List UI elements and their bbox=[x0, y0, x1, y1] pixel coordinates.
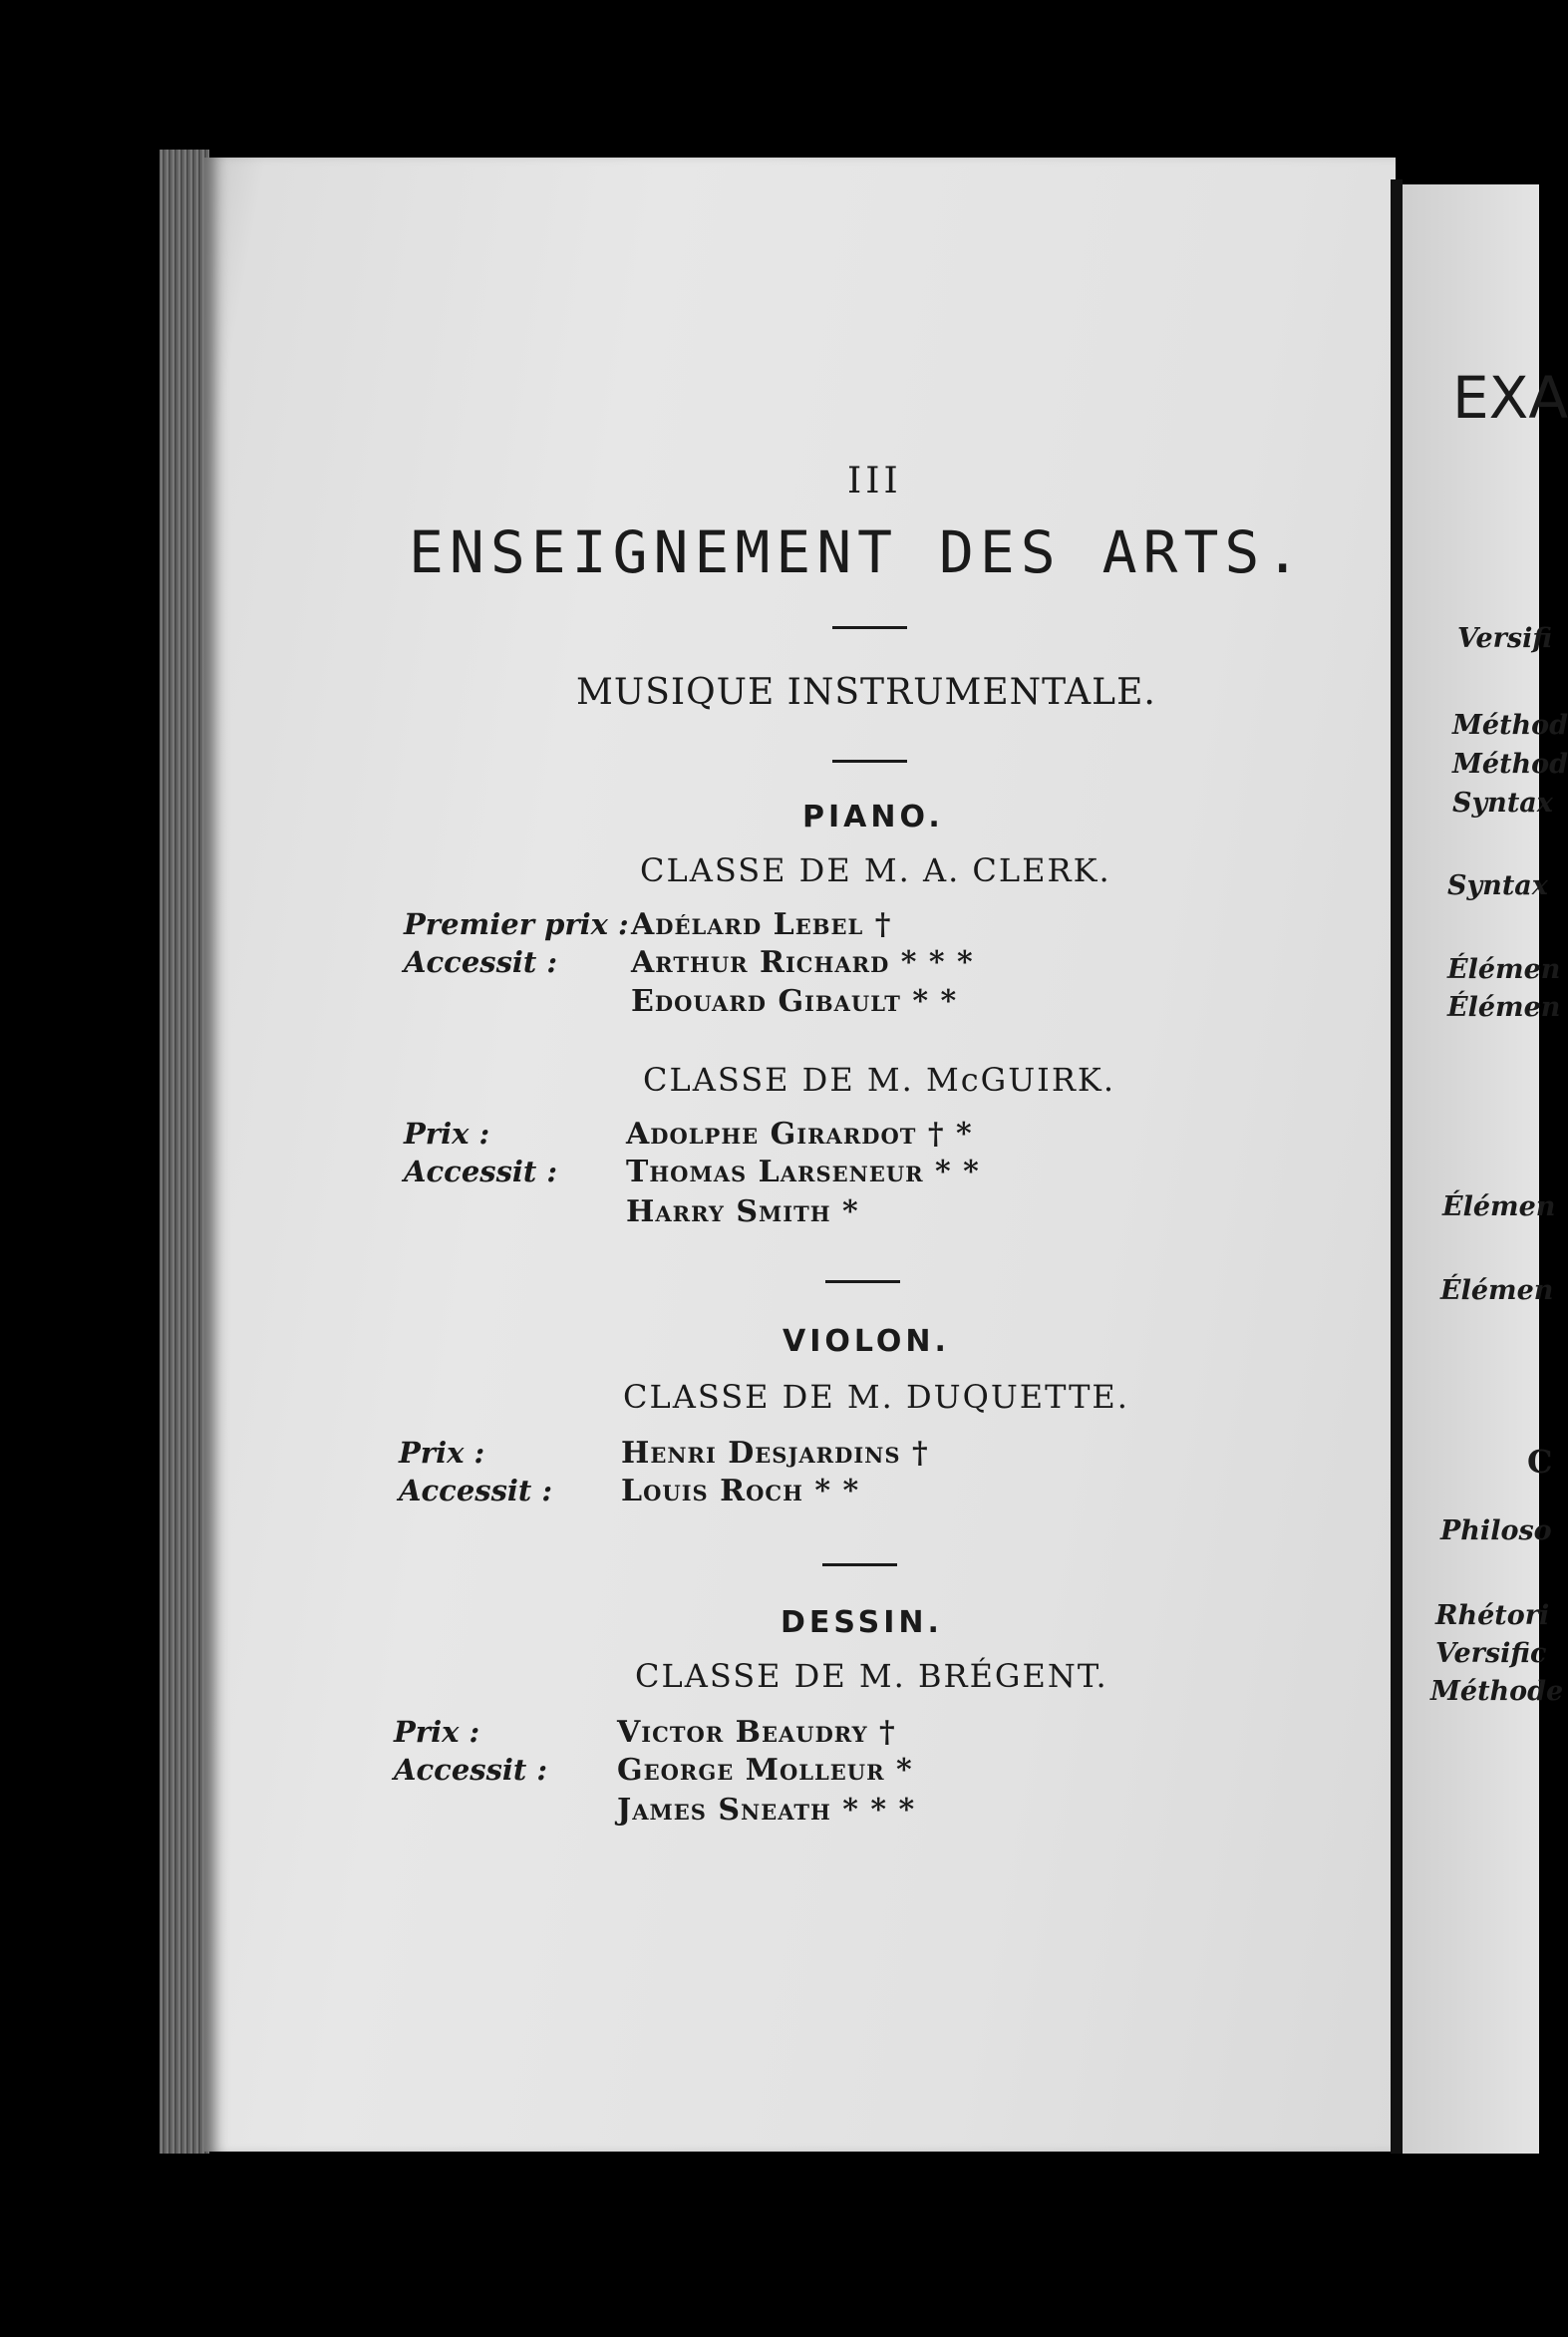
gutter bbox=[1391, 179, 1403, 2154]
premier-prix-name: Adélard Lebel † bbox=[631, 907, 892, 942]
right-line: Méthod bbox=[1452, 710, 1568, 741]
accessit-name: Edouard Gibault * * bbox=[631, 984, 958, 1019]
violon-heading: VIOLON. bbox=[783, 1324, 950, 1359]
prix-name: Victor Beaudry † bbox=[617, 1715, 896, 1750]
right-line: Rhétori bbox=[1435, 1600, 1550, 1631]
section-number: III bbox=[847, 461, 902, 501]
piano-heading: PIANO. bbox=[802, 800, 944, 835]
right-page bbox=[1403, 184, 1568, 2154]
right-line: Versifi bbox=[1457, 623, 1552, 654]
right-line: C bbox=[1527, 1443, 1553, 1481]
dessin-heading: DESSIN. bbox=[781, 1605, 943, 1640]
classe-bregent: CLASSE DE M. BRÉGENT. bbox=[635, 1657, 1108, 1695]
right-heading: EXA bbox=[1452, 364, 1568, 432]
classe-duquette: CLASSE DE M. DUQUETTE. bbox=[623, 1378, 1129, 1416]
accessit-label: Accessit : bbox=[399, 1474, 553, 1507]
accessit-label: Accessit : bbox=[394, 1753, 548, 1787]
accessit-label: Accessit : bbox=[404, 1155, 558, 1188]
right-line: Méthod bbox=[1452, 749, 1568, 780]
subtitle: MUSIQUE INSTRUMENTALE. bbox=[576, 672, 1156, 713]
premier-prix-label: Premier prix : bbox=[404, 907, 629, 941]
right-line: Élémen bbox=[1447, 954, 1561, 985]
classe-mcguirk: CLASSE DE M. McGUIRK. bbox=[643, 1061, 1115, 1099]
prix-label: Prix : bbox=[404, 1117, 490, 1151]
accessit-name: Arthur Richard * * * bbox=[631, 945, 974, 980]
divider bbox=[822, 1563, 897, 1566]
divider bbox=[832, 760, 907, 763]
page-title: ENSEIGNEMENT DES ARTS. bbox=[409, 518, 1307, 586]
accessit-label: Accessit : bbox=[404, 945, 558, 979]
prix-label: Prix : bbox=[399, 1436, 485, 1470]
accessit-name: George Molleur * bbox=[617, 1753, 913, 1788]
left-page bbox=[204, 158, 1396, 2152]
accessit-name: James Sneath * * * bbox=[617, 1793, 916, 1828]
page-edge bbox=[159, 150, 209, 2154]
accessit-name: Harry Smith * bbox=[626, 1194, 859, 1229]
right-line: Méthode bbox=[1430, 1676, 1564, 1707]
right-line: Syntax bbox=[1447, 870, 1548, 901]
right-line: Élémen bbox=[1440, 1275, 1554, 1306]
right-line: Élémen bbox=[1447, 992, 1561, 1023]
divider bbox=[832, 626, 907, 629]
prix-label: Prix : bbox=[394, 1715, 480, 1749]
classe-clerk: CLASSE DE M. A. CLERK. bbox=[640, 851, 1111, 889]
prix-name: Henri Desjardins † bbox=[621, 1436, 929, 1471]
prix-name: Adolphe Girardot † * bbox=[626, 1117, 973, 1152]
right-line: Versific bbox=[1435, 1638, 1547, 1669]
right-line: Élémen bbox=[1442, 1191, 1556, 1222]
right-line: Syntax bbox=[1452, 788, 1553, 819]
right-line: Philoso bbox=[1440, 1515, 1552, 1546]
accessit-name: Louis Roch * * bbox=[621, 1474, 860, 1508]
divider bbox=[825, 1280, 900, 1283]
accessit-name: Thomas Larseneur * * bbox=[626, 1155, 980, 1189]
